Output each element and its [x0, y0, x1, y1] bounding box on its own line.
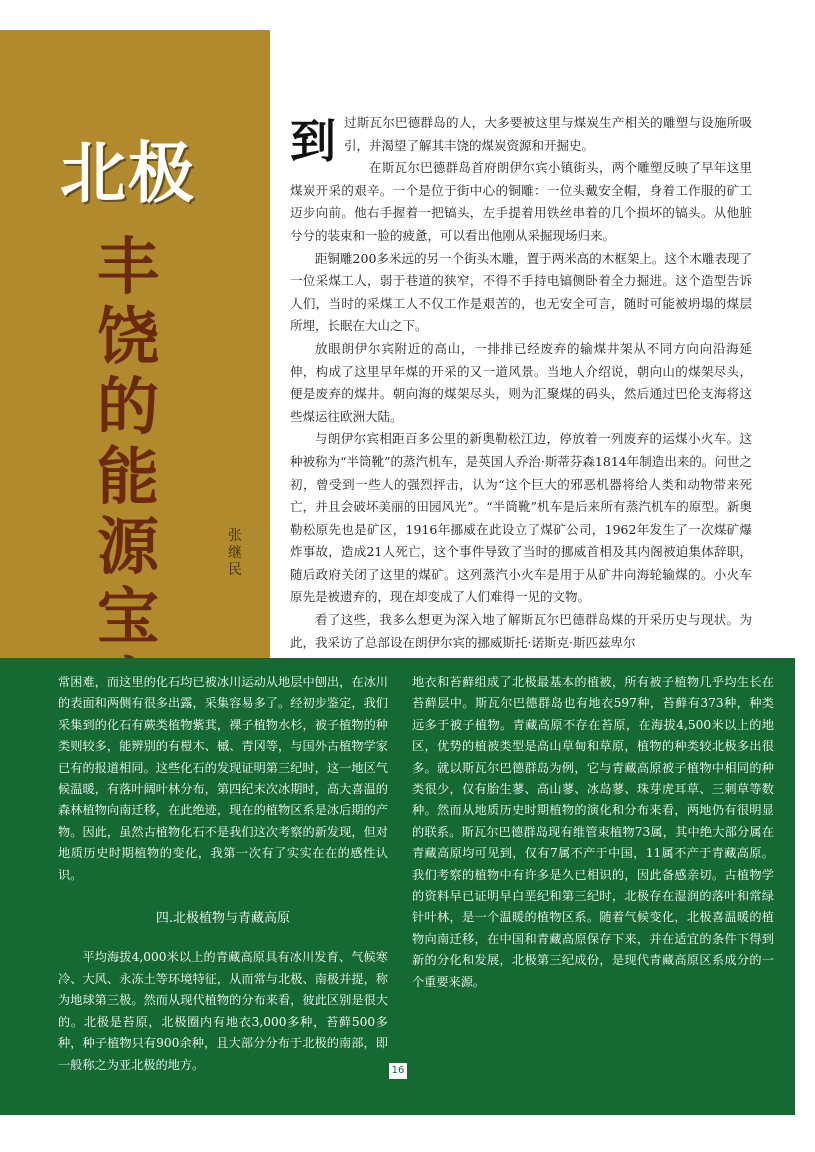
paragraph: 常困难，而这里的化石均已被冰川运动从地层中刨出，在冰川的表面和两侧有很多出露，采集容易多了。经初步鉴定，我们采集到的化石有蕨类植物紫萁，裸子植物水杉，被子植物的种类则较多，能辨别的有榿木、槭、青冈等，与国外古植物学家已有的报道相同。这些化石的发现证明第三纪时，这一地区气候温暖，有落叶阔叶林分布，第四纪末次冰期时，高大喜温的森林植物向南迁移，在此绝迹，现在的植物区系是冰后期的产物。因此，虽然古植物化石不是我们这次考察的新发现，但对地质历史时期植物的变化，我第一次有了实实在在的感性认识。	[58, 675, 388, 882]
drop-cap: 到	[290, 114, 336, 168]
section-heading: 四.北极植物与青藏高原	[155, 911, 291, 927]
page-title: 北极	[60, 135, 196, 212]
paragraph: 放眼朗伊尔宾附近的高山，一排排已经废弃的输煤井架从不同方向向沿海延伸，构成了这里早年煤的开采的又一道风景。当地人介绍说，朝向山的煤架尽头，便是废弃的煤井。朝向海的煤架尽头，则为汇聚煤的码头，然后通过巴伦支海将这些煤运往欧洲大陆。	[290, 340, 752, 424]
intro-text: 过斯瓦尔巴德群岛的人，大多要被这里与煤炭生产相关的雕塑与设施所吸引，并渴望了解其丰饶的煤炭资源和开掘史。	[344, 115, 752, 153]
left-column	[58, 672, 388, 1076]
paragraph: 地衣和苔藓组成了北极最基本的植被，所有被子植物几乎均生长在苔藓层中。斯瓦尔巴德群岛也有地衣597种，苔藓有373种，种类远多于被子植物。青藏高原不存在苔原，在海拔4,500米以上的地区，优势的植被类型是高山草甸和草原，植物的种类较北极多出很多。就以斯瓦尔巴德群岛为例，它与青藏高原被子植物中相同的种类很少，仅有胎生蓼、高山蓼、冰岛蓼、珠芽虎耳草、三刺草等数种。然而从地质历史时期植物的演化和分布来看，两地仍有很明显的联系。斯瓦尔巴德群岛现有维管束植物73属，其中绝大部分属在青藏高原均可见到，仅有7属不产于中国，11属不产于青藏高原。我们考察的植物中有许多是久已相识的，因此备感亲切。古植物学的资料早已证明早白垩纪和第三纪时，北极存在湿润的落叶和常绿针叶林，是一个温暖的植物区系。随着气候变化，北极喜温暖的植物向南迁移，在中国和青藏高原保存下来，并在适宜的条件下得到新的分化和发展，北极第三纪成份，是现代青藏高原区系成分的一个重要来源。	[412, 675, 774, 989]
paragraph: 看了这些，我多么想更为深入地了解斯瓦尔巴德群岛煤的开采历史与现状。为此，我采访了总部设在朗伊尔宾的挪威斯托·诺斯克·斯匹兹卑尔	[290, 612, 752, 650]
paragraph: 在斯瓦尔巴德群岛首府朗伊尔宾小镇街头，两个雕塑反映了早年这里煤炭开采的艰辛。一个是位于街中心的铜雕：一位头戴安全帽，身着工作服的矿工迈步向前。他右手握着一把镐头，左手提着用铁丝串着的几个损坏的镐头。从他脏兮兮的装束和一脸的疲惫，可以看出他刚从采掘现场归来。	[290, 160, 752, 243]
paragraph: 距铜雕200多米远的另一个街头木雕，置于两米高的木框架上。这个木雕表现了一位采煤工人，弱于巷道的狭窄，不得不手持电镐侧卧着全力掘进。这个造型告诉人们，当时的采煤工人不仅工作是艰苦的，也无安全可言，随时可能被坍塌的煤层所埋，长眠在大山之下。	[290, 250, 752, 334]
paragraph-intro	[290, 112, 752, 168]
page-number: 16	[389, 1063, 407, 1079]
article-top-text	[290, 112, 752, 654]
paragraph: 平均海拔4,000米以上的青藏高原具有冰川发育、气候寒冷、大风、永冻土等环境特征，从而常与北极、南极并提，称为地球第三极。然而从现代植物的分布来看，彼此区别是很大的。北极是苔原，北极圈内有地衣3,000多种，苔藓500多种，种子植物只有900余种，且大部分分布于北极的南部，即一般称之为亚北极的地方。	[58, 950, 388, 1072]
right-column	[412, 672, 774, 993]
page-subtitle: 丰 饶 的 能 源 宝	[96, 230, 159, 653]
paragraph: 与朗伊尔宾相距百多公里的新奥勒松江边，停放着一列废弃的运煤小火车。这种被称为“半筒靴”的蒸汽机车，是英国人乔治·斯蒂芬森1814年制造出来的。问世之初，曾受到一些人的强烈抨击，认为“这个巨大的邪恶机器将给人类和动物带来死亡，并且会破坏美丽的田园风光”。“半筒靴”机车是后来所有蒸汽机车的原型。新奥勒松原先也是矿区，1916年挪威在此设立了煤矿公司，1962年发生了一次煤矿爆炸事故，造成21人死亡，这个事件导致了当时的挪威首相及其内阁被迫集体辞职，随后政府关闭了这里的煤矿。这列蒸汽小火车是用于从矿井向海轮输煤的。小火车原先是被遗弃的，现在却变成了人们难得一见的文物。	[290, 431, 752, 605]
author-name: 张 继 民	[228, 528, 242, 578]
